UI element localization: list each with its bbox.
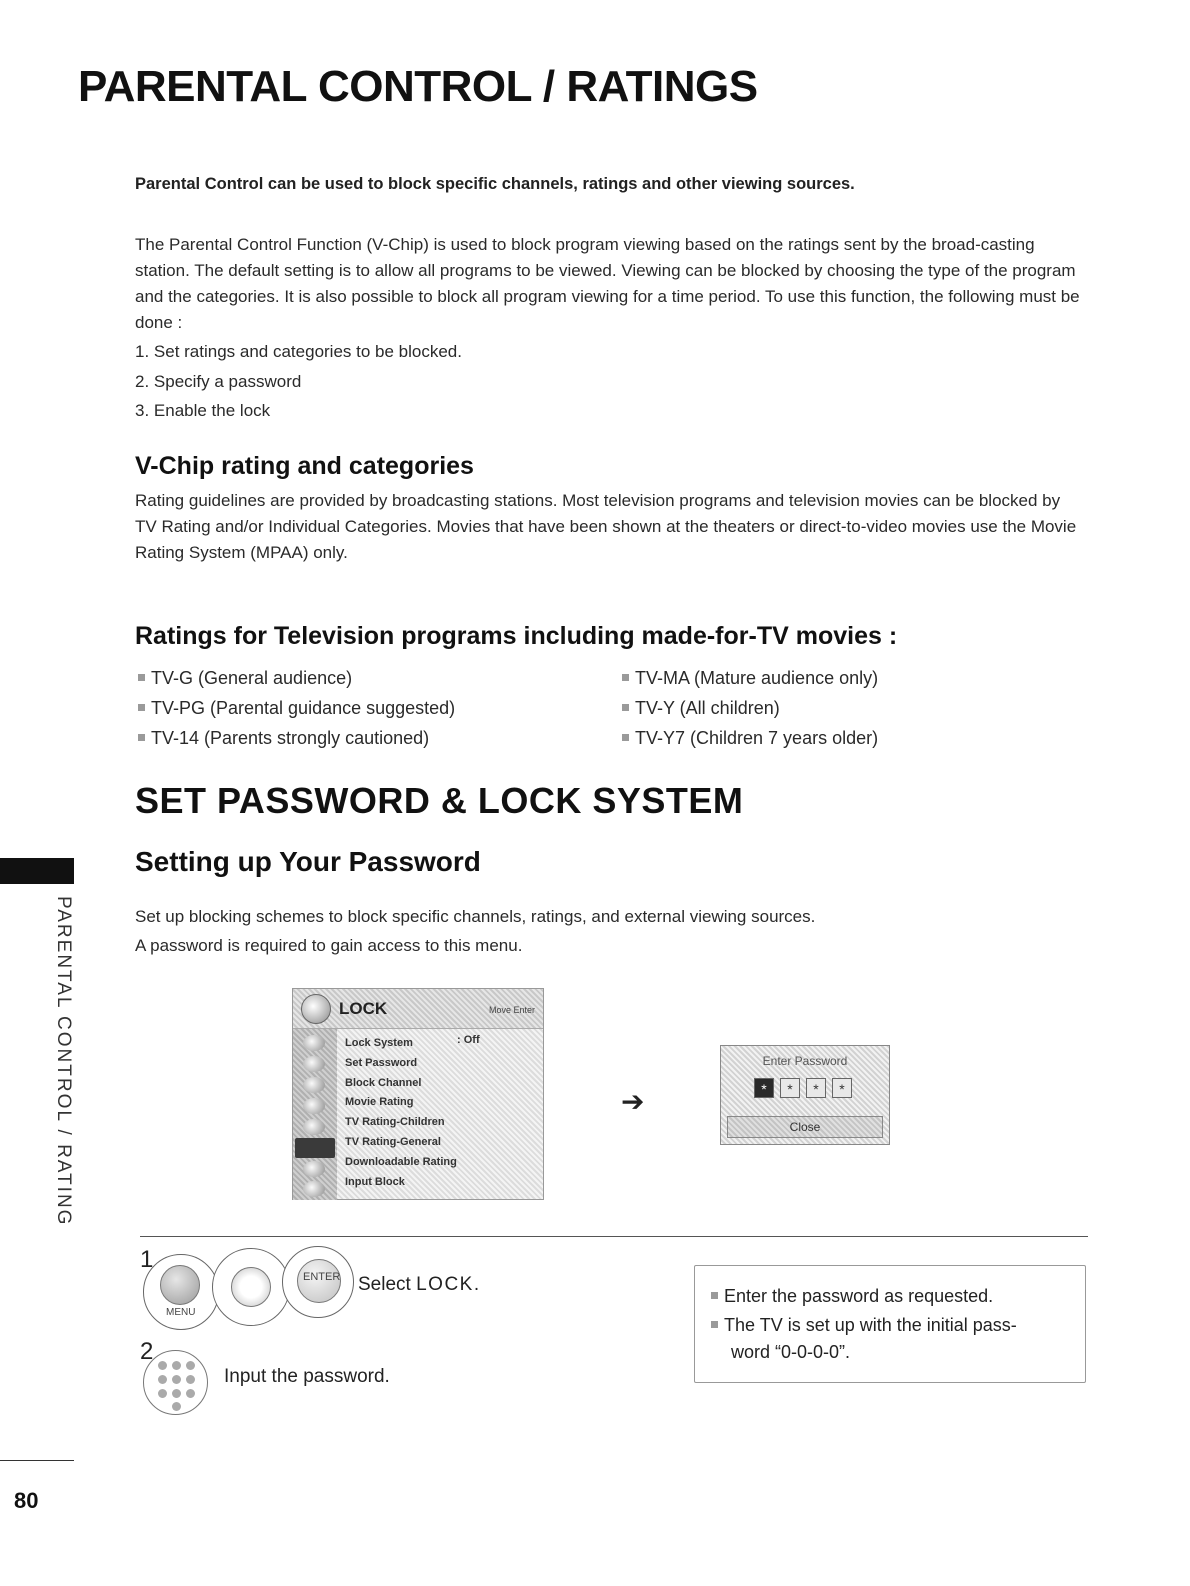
keypad-key <box>186 1375 195 1384</box>
navigation-pad-icon <box>212 1248 290 1326</box>
rating-item <box>622 663 878 693</box>
vchip-heading: V-Chip rating and categories <box>135 452 474 480</box>
menu-item-block-channel[interactable]: Block Channel <box>345 1076 422 1089</box>
step1-verb: Select <box>358 1274 411 1295</box>
lock-menu-logo-icon <box>301 994 331 1024</box>
password-dialog-title: Enter Password <box>762 1054 848 1068</box>
bullet-icon <box>622 674 629 681</box>
menu-item-lock-system[interactable]: Lock System <box>345 1037 413 1049</box>
ratings-heading: Ratings for Television programs including made-for-TV movies : <box>135 622 898 650</box>
step1-period: . <box>473 1274 480 1295</box>
menu-category-icon <box>303 1056 325 1072</box>
section-divider <box>140 1236 1088 1237</box>
setup-step: 2. Specify a password <box>135 371 302 391</box>
rating-item <box>622 693 878 723</box>
menu-category-icon <box>303 1035 325 1051</box>
bullet-icon <box>138 734 145 741</box>
setup-step: 3. Enable the lock <box>135 401 271 420</box>
menu-item-tv-rating-children[interactable]: TV Rating-Children <box>345 1116 445 1129</box>
rating-label: TV-G (General audience) <box>151 668 353 688</box>
keypad-key <box>186 1361 195 1370</box>
menu-item-tv-rating-general[interactable]: TV Rating-General <box>345 1135 441 1148</box>
set-password-line: Set up blocking schemes to block specific channels, ratings, and external viewing sources. <box>135 907 816 926</box>
step-number: 1 <box>140 1246 154 1273</box>
menu-category-icon <box>303 1098 325 1114</box>
set-password-line: A password is required to gain access to this menu. <box>135 936 523 955</box>
menu-item-downloadable-rating[interactable]: Downloadable Rating <box>345 1155 457 1168</box>
lock-menu-header <box>293 989 543 1029</box>
menu-item-input-block[interactable]: Input Block <box>345 1175 405 1188</box>
enter-button-label: ENTER <box>303 1271 341 1283</box>
bullet-icon <box>138 674 145 681</box>
lock-system-value: : Off <box>457 1034 480 1046</box>
lock-menu-title: LOCK <box>339 999 388 1018</box>
number-keypad-icon <box>143 1350 208 1415</box>
step1-text <box>358 1274 479 1296</box>
setting-password-subheading: Setting up Your Password <box>135 846 481 877</box>
notes-box <box>694 1265 1086 1383</box>
menu-category-icon <box>303 1119 325 1135</box>
notes-list <box>711 1282 1071 1364</box>
page-number-rule <box>0 1460 74 1461</box>
rating-label: TV-MA (Mature audience only) <box>635 668 879 688</box>
setup-step: 1. Set ratings and categories to be blocked. <box>135 342 462 361</box>
password-fields <box>754 1078 852 1098</box>
menu-item-set-password[interactable]: Set Password <box>345 1056 418 1069</box>
lock-menu-screenshot <box>292 988 544 1200</box>
rating-label: TV-PG (Parental guidance suggested) <box>151 698 456 718</box>
lock-menu-items <box>345 1034 457 1192</box>
rating-label: TV-Y (All children) <box>635 698 780 718</box>
note-item <box>711 1311 1071 1364</box>
ratings-list-right <box>622 663 878 753</box>
keypad-key <box>158 1389 167 1398</box>
page-number: 80 <box>14 1488 39 1513</box>
note-text: Enter the password as requested. <box>724 1286 994 1306</box>
menu-category-icon <box>303 1181 325 1197</box>
rating-item <box>622 723 878 753</box>
password-digit-field[interactable]: * <box>780 1078 800 1098</box>
rating-label: TV-14 (Parents strongly cautioned) <box>151 728 430 748</box>
keypad-key <box>186 1389 195 1398</box>
password-digit-field[interactable]: * <box>806 1078 826 1098</box>
bullet-icon <box>711 1321 718 1328</box>
main-title: PARENTAL CONTROL / RATINGS <box>78 62 758 111</box>
keypad-key <box>172 1361 181 1370</box>
keypad-key <box>172 1402 181 1411</box>
set-password-heading: SET PASSWORD & LOCK SYSTEM <box>135 780 744 821</box>
bullet-icon <box>622 734 629 741</box>
menu-button-inner <box>160 1265 200 1305</box>
lock-menu-icon-column <box>293 1029 337 1200</box>
arrow-right-icon: ➔ <box>621 1086 645 1117</box>
keypad-key <box>172 1389 181 1398</box>
intro-paragraph: The Parental Control Function (V-Chip) is used to block program viewing based on the ratings sent by the broad-casting station. The default setting is to allow all programs to be viewed. Viewing can be blocked by choosing the type of the program and the categories. It is also possible to block all program viewing for a time period. To use this function, the following must be done : <box>135 235 1080 332</box>
note-text-continued: word “0-0-0-0”. <box>731 1342 851 1362</box>
menu-category-icon <box>303 1161 325 1177</box>
password-digit-field[interactable]: * <box>754 1078 774 1098</box>
menu-button-icon <box>143 1254 219 1330</box>
side-tab-label: PARENTAL CONTROL / RATING <box>53 896 74 1227</box>
rating-item <box>138 663 455 693</box>
menu-category-icon <box>303 1077 325 1093</box>
navigation-pad-inner <box>231 1267 271 1307</box>
note-text: The TV is set up with the initial pass- <box>724 1315 1017 1335</box>
step1-target: LOCK <box>416 1274 474 1295</box>
lock-menu-nav-hint: Move Enter <box>488 1005 535 1015</box>
bullet-icon <box>711 1292 718 1299</box>
setup-steps-list <box>135 337 462 426</box>
menu-button-label: MENU <box>166 1307 196 1318</box>
lock-category-icon-selected <box>295 1138 335 1158</box>
keypad-key <box>158 1375 167 1384</box>
close-button[interactable]: Close <box>727 1116 883 1138</box>
password-dialog <box>720 1045 890 1145</box>
side-tab-marker <box>0 858 74 884</box>
ratings-list-left <box>138 663 455 753</box>
rating-label: TV-Y7 (Children 7 years older) <box>635 728 879 748</box>
note-item <box>711 1282 1071 1311</box>
enter-button-icon <box>282 1246 354 1318</box>
bullet-icon <box>138 704 145 711</box>
password-digit-field[interactable]: * <box>832 1078 852 1098</box>
rating-item <box>138 723 455 753</box>
step2-text: Input the password. <box>224 1366 390 1387</box>
set-password-paragraph <box>135 902 1085 960</box>
rating-item <box>138 693 455 723</box>
menu-item-movie-rating[interactable]: Movie Rating <box>345 1096 414 1109</box>
bullet-icon <box>622 704 629 711</box>
keypad-key <box>172 1375 181 1384</box>
keypad-key <box>158 1361 167 1370</box>
step-number: 2 <box>140 1338 154 1365</box>
intro-bold-text: Parental Control can be used to block specific channels, ratings and other viewing sources. <box>135 175 855 193</box>
vchip-paragraph: Rating guidelines are provided by broadcasting stations. Most television programs and television movies can be blocked by TV Rating and/or Individual Categories. Movies that have been shown at the theaters or direct-to-video movies use the Movie Rating System (MPAA) only. <box>135 491 1077 562</box>
